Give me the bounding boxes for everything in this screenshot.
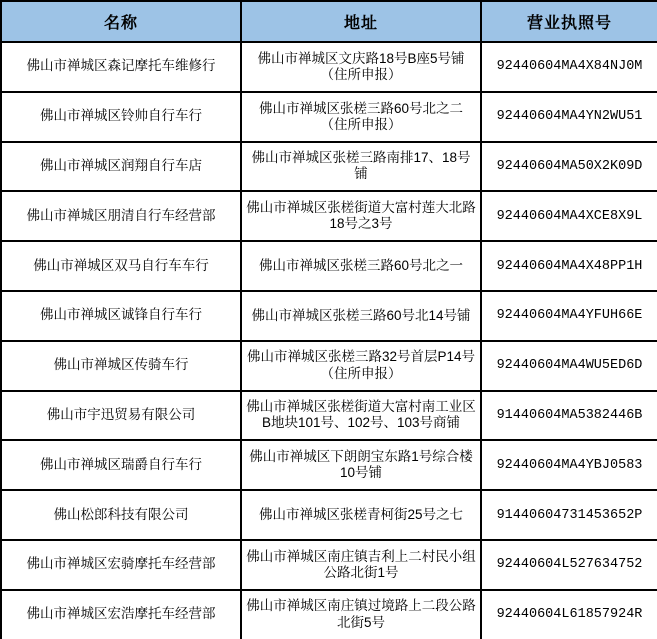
license-number-cell: 92440604MA4WU5ED6D [481, 341, 657, 391]
address-cell: 佛山市禅城区下朗朗宝东路1号综合楼10号铺 [241, 440, 481, 490]
license-number-cell: 92440604MA4XCE8X9L [481, 191, 657, 241]
table-row [1, 241, 657, 291]
business-name-cell: 佛山松郎科技有限公司 [1, 490, 241, 540]
license-number-cell: 92440604MA4YBJ0583 [481, 440, 657, 490]
license-number-cell: 92440604MA4YN2WU51 [481, 92, 657, 142]
table-row [1, 142, 657, 192]
business-name-cell: 佛山市禅城区朋清自行车经营部 [1, 191, 241, 241]
address-cell: 佛山市禅城区张槎三路60号北之二（住所申报） [241, 92, 481, 142]
business-name-cell: 佛山市禅城区双马自行车车行 [1, 241, 241, 291]
address-cell: 佛山市禅城区张槎街道大富村莲大北路18号之3号 [241, 191, 481, 241]
business-name-cell: 佛山市禅城区宏浩摩托车经营部 [1, 590, 241, 639]
column-header-address: 地址 [241, 1, 481, 42]
address-cell: 佛山市禅城区张槎青柯街25号之七 [241, 490, 481, 540]
license-number-cell: 91440604MA5382446B [481, 391, 657, 441]
address-cell: 佛山市禅城区南庄镇过境路上二段公路北街5号 [241, 590, 481, 639]
license-number-cell: 92440604MA50X2K09D [481, 142, 657, 192]
table-row [1, 490, 657, 540]
table-row [1, 191, 657, 241]
business-name-cell: 佛山市禅城区诚锋自行车行 [1, 291, 241, 341]
address-cell: 佛山市禅城区张槎街道大富村南工业区B地块101号、102号、103号商铺 [241, 391, 481, 441]
business-name-cell: 佛山市禅城区森记摩托车维修行 [1, 42, 241, 92]
table-row [1, 590, 657, 639]
table-row [1, 341, 657, 391]
business-name-cell: 佛山市禅城区瑞爵自行车行 [1, 440, 241, 490]
table-header [1, 1, 657, 42]
table-row [1, 92, 657, 142]
business-name-cell: 佛山市禅城区宏骑摩托车经营部 [1, 540, 241, 590]
license-number-cell: 92440604MA4YFUH66E [481, 291, 657, 341]
license-number-cell: 91440604731453652P [481, 490, 657, 540]
address-cell: 佛山市禅城区张槎三路南排17、18号铺 [241, 142, 481, 192]
column-header-name: 名称 [1, 1, 241, 42]
address-cell: 佛山市禅城区南庄镇吉利上二村民小组公路北街1号 [241, 540, 481, 590]
table-row [1, 42, 657, 92]
business-name-cell: 佛山市禅城区润翔自行车店 [1, 142, 241, 192]
business-name-cell: 佛山市宇迅贸易有限公司 [1, 391, 241, 441]
table-row [1, 540, 657, 590]
column-header-license: 营业执照号 [481, 1, 657, 42]
address-cell: 佛山市禅城区张槎三路32号首层P14号（住所申报） [241, 341, 481, 391]
business-name-cell: 佛山市禅城区铃帅自行车行 [1, 92, 241, 142]
table-row [1, 391, 657, 441]
address-cell: 佛山市禅城区张槎三路60号北14号铺 [241, 291, 481, 341]
table-row [1, 291, 657, 341]
license-number-cell: 92440604MA4X48PP1H [481, 241, 657, 291]
license-number-cell: 92440604L61857924R [481, 590, 657, 639]
table-body [1, 42, 657, 639]
table-row [1, 440, 657, 490]
business-name-cell: 佛山市禅城区传骑车行 [1, 341, 241, 391]
license-number-cell: 92440604MA4X84NJ0M [481, 42, 657, 92]
address-cell: 佛山市禅城区张槎三路60号北之一 [241, 241, 481, 291]
header-row [1, 1, 657, 42]
license-number-cell: 92440604L527634752 [481, 540, 657, 590]
address-cell: 佛山市禅城区文庆路18号B座5号铺（住所申报） [241, 42, 481, 92]
